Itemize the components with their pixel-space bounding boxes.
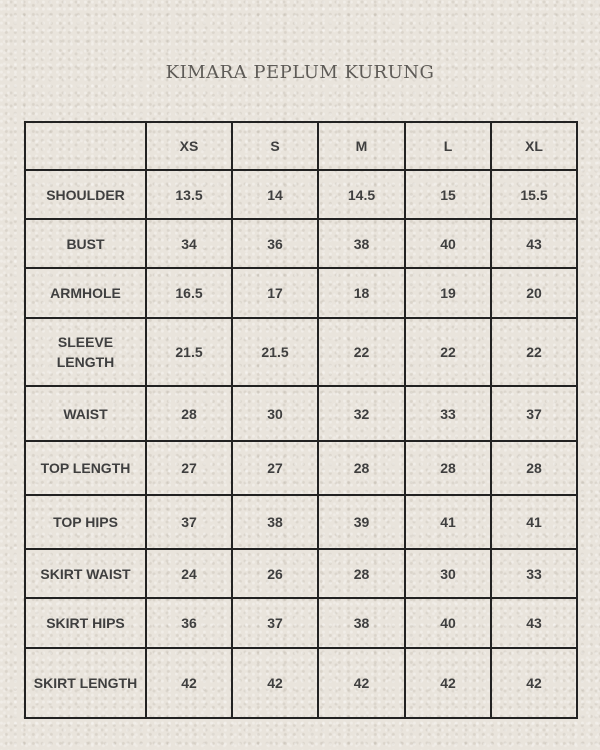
- table-cell: 14: [232, 170, 318, 219]
- table-cell: 14.5: [318, 170, 405, 219]
- table-cell: 22: [318, 318, 405, 386]
- table-cell: 43: [491, 598, 577, 648]
- size-chart-table: [24, 121, 578, 719]
- table-cell: 27: [146, 441, 232, 495]
- table-cell: 36: [232, 219, 318, 268]
- table-cell: 37: [491, 386, 577, 441]
- header-corner-cell: [25, 122, 146, 170]
- table-cell: 40: [405, 219, 491, 268]
- table-cell: 15.5: [491, 170, 577, 219]
- table-cell: 26: [232, 549, 318, 598]
- row-label: SKIRT LENGTH: [25, 648, 146, 718]
- table-cell: 13.5: [146, 170, 232, 219]
- table-row: [25, 648, 577, 718]
- row-label: BUST: [25, 219, 146, 268]
- table-cell: 30: [405, 549, 491, 598]
- table-row: [25, 170, 577, 219]
- table-cell: 28: [405, 441, 491, 495]
- table-cell: 38: [232, 495, 318, 549]
- table-cell: 41: [405, 495, 491, 549]
- row-label: WAIST: [25, 386, 146, 441]
- row-label: SLEEVE LENGTH: [25, 318, 146, 386]
- page-title: KIMARA PEPLUM KURUNG: [165, 62, 435, 83]
- table-cell: 36: [146, 598, 232, 648]
- table-cell: 34: [146, 219, 232, 268]
- table-row: [25, 549, 577, 598]
- table-cell: 33: [405, 386, 491, 441]
- header-size-xs: XS: [146, 122, 232, 170]
- table-cell: 15: [405, 170, 491, 219]
- row-label: TOP LENGTH: [25, 441, 146, 495]
- table-cell: 37: [146, 495, 232, 549]
- table-row: [25, 495, 577, 549]
- table-cell: 38: [318, 219, 405, 268]
- table-cell: 24: [146, 549, 232, 598]
- table-header-row: [25, 122, 577, 170]
- table-cell: 28: [318, 549, 405, 598]
- table-cell: 18: [318, 268, 405, 318]
- table-cell: 17: [232, 268, 318, 318]
- table-cell: 42: [491, 648, 577, 718]
- table-row: [25, 598, 577, 648]
- table-cell: 28: [146, 386, 232, 441]
- table-cell: 22: [491, 318, 577, 386]
- row-label: SHOULDER: [25, 170, 146, 219]
- table-cell: 42: [232, 648, 318, 718]
- table-cell: 16.5: [146, 268, 232, 318]
- table-cell: 28: [491, 441, 577, 495]
- table-cell: 21.5: [232, 318, 318, 386]
- header-size-m: M: [318, 122, 405, 170]
- table-row: [25, 318, 577, 386]
- table-cell: 30: [232, 386, 318, 441]
- table-cell: 39: [318, 495, 405, 549]
- table-cell: 32: [318, 386, 405, 441]
- table-cell: 38: [318, 598, 405, 648]
- row-label: TOP HIPS: [25, 495, 146, 549]
- header-size-l: L: [405, 122, 491, 170]
- table-row: [25, 219, 577, 268]
- table-row: [25, 268, 577, 318]
- table-cell: 42: [405, 648, 491, 718]
- table-cell: 33: [491, 549, 577, 598]
- table-cell: 41: [491, 495, 577, 549]
- table-cell: 28: [318, 441, 405, 495]
- table-cell: 22: [405, 318, 491, 386]
- row-label: ARMHOLE: [25, 268, 146, 318]
- table-cell: 42: [318, 648, 405, 718]
- table-cell: 20: [491, 268, 577, 318]
- header-size-xl: XL: [491, 122, 577, 170]
- row-label: SKIRT HIPS: [25, 598, 146, 648]
- header-size-s: S: [232, 122, 318, 170]
- row-label: SKIRT WAIST: [25, 549, 146, 598]
- table-cell: 43: [491, 219, 577, 268]
- table-cell: 19: [405, 268, 491, 318]
- table-cell: 40: [405, 598, 491, 648]
- table-cell: 37: [232, 598, 318, 648]
- table-cell: 42: [146, 648, 232, 718]
- table-row: [25, 386, 577, 441]
- table-cell: 27: [232, 441, 318, 495]
- table-cell: 21.5: [146, 318, 232, 386]
- table-row: [25, 441, 577, 495]
